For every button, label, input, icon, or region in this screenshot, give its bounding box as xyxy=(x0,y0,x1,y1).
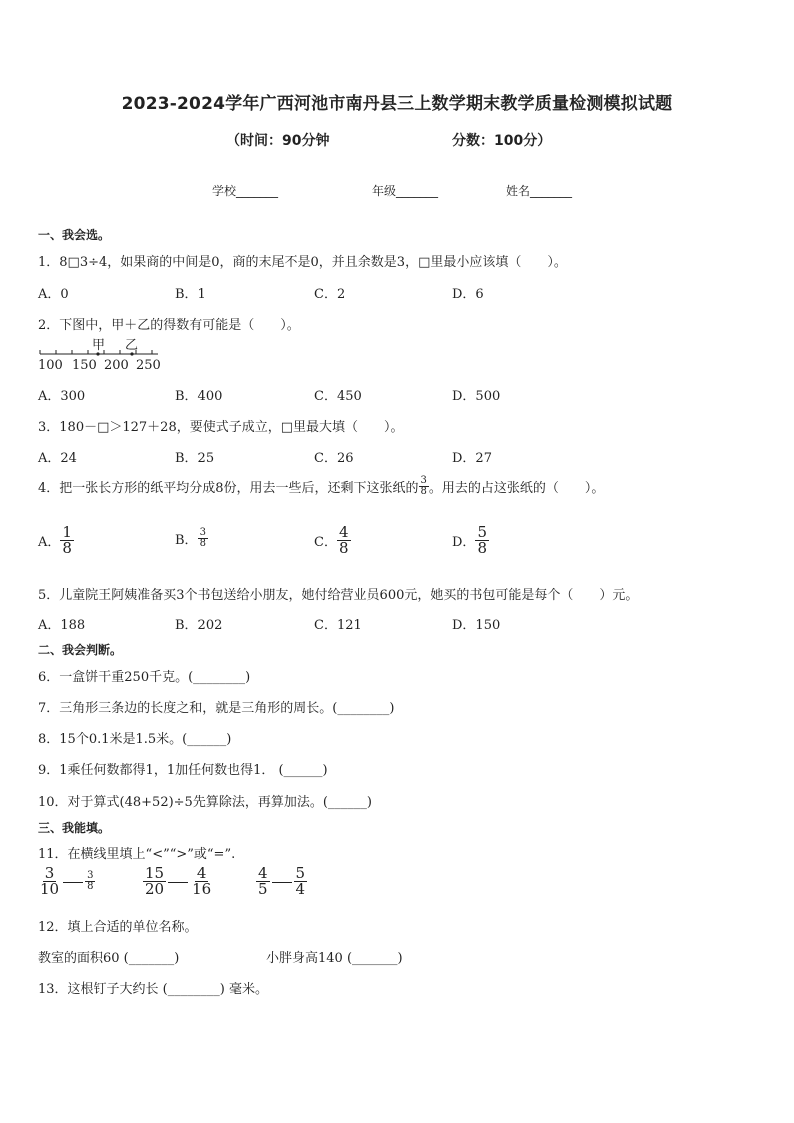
q2-option-b: B．400 xyxy=(175,389,223,404)
fraction-numerator: 5 xyxy=(295,864,306,882)
section-1-title: 一、我会选。 xyxy=(38,228,111,242)
q4-option-b-fraction xyxy=(198,528,208,549)
question-9: 9．1乘任何数都得1，1加任何数也得1． (______) xyxy=(38,763,328,778)
fraction-denominator: 10 xyxy=(40,880,60,898)
q4-option-c xyxy=(314,525,351,556)
nl-label-150: 150 xyxy=(72,358,97,373)
fraction-denominator: 8 xyxy=(199,538,206,549)
fraction-numerator: 3 xyxy=(420,475,427,486)
q1-option-a: A．0 xyxy=(38,287,69,302)
q1-option-c: C．2 xyxy=(314,287,346,302)
question-2: 2．下图中，甲＋乙的得数有可能是（ ）。 xyxy=(38,318,300,333)
q4-option-d-fraction xyxy=(475,525,489,556)
section-2-title: 二、我会判断。 xyxy=(38,643,123,657)
exam-score: 分数：100分） xyxy=(452,133,552,149)
q1-option-d: D．6 xyxy=(452,287,484,302)
question-5: 5．儿童院王阿姨准备买3个书包送给小朋友，她付给营业员600元，她买的书包可能是每个（ ）元。 xyxy=(38,588,639,603)
q4-option-b-label: B． xyxy=(175,533,198,548)
q4-option-c-label: C． xyxy=(314,535,337,550)
q4-option-c-fraction xyxy=(337,525,351,556)
question-3: 3．180－□＞127＋28，要使式子成立，□里最大填（ ）。 xyxy=(38,420,404,435)
nl-label-100: 100 xyxy=(38,358,63,373)
q3-option-c: C．26 xyxy=(314,451,354,466)
q1-option-b: B．1 xyxy=(175,287,206,302)
q11-pair-3-left xyxy=(256,866,270,897)
q4-option-b xyxy=(175,528,208,549)
question-8: 8．15个0.1米是1.5米。(______) xyxy=(38,732,232,747)
question-7: 7．三角形三条边的长度之和，就是三角形的周长。(________) xyxy=(38,701,395,716)
question-10: 10．对于算式(48+52)÷5先算除法，再算加法。(______) xyxy=(38,795,372,810)
nl-label-250: 250 xyxy=(136,358,161,373)
q11-pair-1-left xyxy=(38,866,61,897)
question-4 xyxy=(38,476,604,497)
q11-pair-3-blank[interactable] xyxy=(272,882,292,883)
fraction-numerator: 3 xyxy=(44,864,55,882)
fraction-denominator: 8 xyxy=(62,539,72,557)
exam-title: 2023-2024学年广西河池市南丹县三上数学期末教学质量检测模拟试题 xyxy=(121,94,673,114)
q11-pair-2-right xyxy=(190,866,213,897)
q5-option-d: D．150 xyxy=(452,618,501,633)
q4-option-a xyxy=(38,525,74,556)
q11-pair-3-right xyxy=(294,866,308,897)
q2-option-c: C．450 xyxy=(314,389,362,404)
fraction-numerator: 15 xyxy=(145,864,165,882)
q11-pair-1-right xyxy=(85,871,95,892)
q5-option-c: C．121 xyxy=(314,618,362,633)
question-12: 12．填上合适的单位名称。 xyxy=(38,920,198,935)
q11-pair-2 xyxy=(143,866,213,897)
q4-option-d-label: D． xyxy=(452,535,476,550)
school-field: 学校_______ xyxy=(212,184,279,198)
fraction-numerator: 1 xyxy=(62,523,72,541)
fraction-denominator: 4 xyxy=(295,880,306,898)
section-3-title: 三、我能填。 xyxy=(38,821,111,835)
fraction-numerator: 3 xyxy=(87,870,94,881)
q4-option-d xyxy=(452,525,489,556)
q2-option-d: D．500 xyxy=(452,389,501,404)
q12-height: 小胖身高140 (_______) xyxy=(266,951,403,966)
question-13: 13．这根钉子大约长 (________) 毫米。 xyxy=(38,982,268,997)
question-1: 1．8□3÷4，如果商的中间是0，商的末尾不是0，并且余数是3，□里最小应该填（ ）。 xyxy=(38,255,567,270)
q2-option-a: A．300 xyxy=(38,389,86,404)
q3-option-b: B．25 xyxy=(175,451,215,466)
mark-jia: 甲 xyxy=(92,338,106,353)
q3-option-d: D．27 xyxy=(452,451,492,466)
fraction-denominator: 20 xyxy=(145,880,165,898)
q12-classroom-area: 教室的面积60 (_______) xyxy=(38,951,180,966)
q11-pair-1 xyxy=(38,866,95,897)
q4-option-a-label: A． xyxy=(38,535,61,550)
fraction-denominator: 5 xyxy=(258,880,268,898)
exam-time: （时间：90分钟 xyxy=(226,133,330,149)
grade-field: 年级_______ xyxy=(372,184,439,198)
fraction-numerator: 4 xyxy=(338,523,349,541)
q4-text-after: 。用去的占这张纸的（ ）。 xyxy=(428,481,605,496)
q11-pair-1-blank[interactable] xyxy=(63,882,83,883)
q4-text-before: 4．把一张长方形的纸平均分成8份，用去一些后，还剩下这张纸的 xyxy=(38,481,419,496)
fraction-denominator: 8 xyxy=(477,539,487,557)
q5-option-a: A．188 xyxy=(38,618,86,633)
q11-pair-2-blank[interactable] xyxy=(168,882,188,883)
fraction-numerator: 5 xyxy=(477,523,487,541)
question-11: 11．在横线里填上“<”“>”或“=”. xyxy=(38,847,236,862)
question-6: 6．一盒饼干重250千克。(________) xyxy=(38,670,251,685)
fraction-numerator: 4 xyxy=(196,864,207,882)
fraction-denominator: 8 xyxy=(420,486,427,497)
fraction-denominator: 16 xyxy=(192,880,212,898)
fraction-numerator: 4 xyxy=(258,864,268,882)
fraction-denominator: 8 xyxy=(338,539,349,557)
nl-label-200: 200 xyxy=(104,358,129,373)
q4-inline-fraction xyxy=(419,476,429,497)
q5-option-b: B．202 xyxy=(175,618,223,633)
q11-pair-2-left xyxy=(143,866,166,897)
q3-option-a: A．24 xyxy=(38,451,77,466)
mark-yi: 乙 xyxy=(125,338,139,353)
q11-pair-3 xyxy=(256,866,307,897)
fraction-denominator: 8 xyxy=(87,881,94,892)
q4-option-a-fraction xyxy=(60,525,74,556)
fraction-numerator: 3 xyxy=(199,527,206,538)
name-field: 姓名_______ xyxy=(506,184,573,198)
